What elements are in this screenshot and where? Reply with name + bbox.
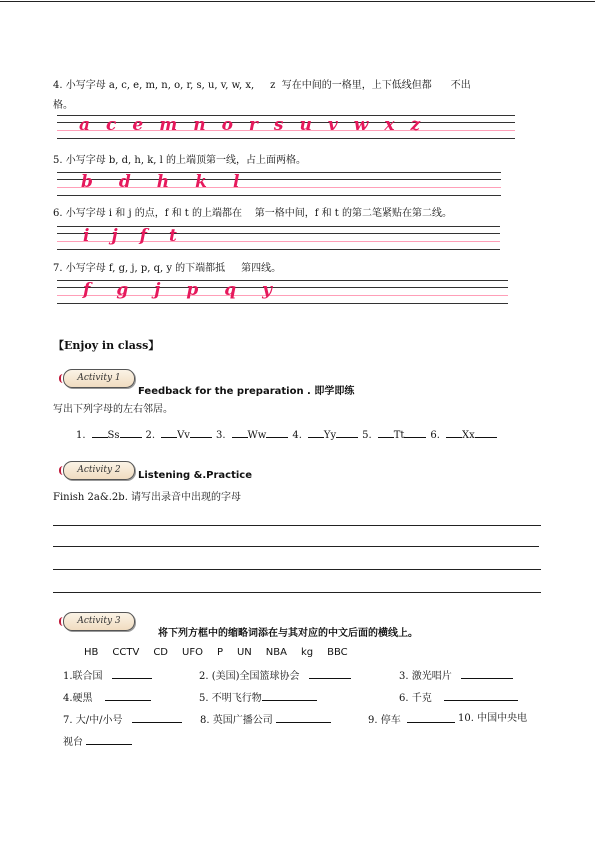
abbreviation: BBC <box>327 647 348 658</box>
activity-3-badge: Activity 3 <box>63 612 135 631</box>
rule-6-text-2: 第一格中间，f 和 t 的第二笔紧贴在第二线。 <box>254 208 452 219</box>
activity-3-item-3 <box>399 668 513 684</box>
activity-3-item-8 <box>200 712 331 728</box>
neighbor-item <box>362 430 430 441</box>
handwriting-staff-7 <box>57 280 508 304</box>
staff-line-4 <box>57 195 501 196</box>
handwritten-letter: p <box>186 280 199 300</box>
item-9-label: 9. 停车 <box>368 715 401 726</box>
handwriting-sample-5 <box>81 172 265 192</box>
staff-line-4 <box>57 303 508 304</box>
handwritten-letter: e <box>132 115 144 135</box>
item-number: 2. <box>145 430 156 441</box>
item-9-blank[interactable] <box>407 712 455 723</box>
item-7-blank[interactable] <box>132 712 182 723</box>
item-number: 3. <box>215 430 226 441</box>
right-neighbor-blank[interactable] <box>266 427 288 438</box>
answer-line-3[interactable] <box>53 569 541 570</box>
right-neighbor-blank[interactable] <box>120 427 142 438</box>
handwritten-letter: v <box>327 115 338 135</box>
handwritten-letter: j <box>154 280 161 300</box>
handwriting-staff-5 <box>57 172 501 196</box>
staff-line-4 <box>57 138 515 139</box>
rule-5: 5. 小写字母 b, d, h, k, l 的上端顶第一线，占上面两格。 <box>53 155 307 166</box>
rule-6-text: 6. 小写字母 i 和 j 的点，f 和 t 的上端都在 <box>53 208 242 219</box>
handwritten-letter: i <box>83 226 90 246</box>
rule-6 <box>53 207 452 221</box>
item-1-label: 1.联合国 <box>63 671 103 682</box>
handwritten-letter: x <box>384 115 395 135</box>
item-2-blank[interactable] <box>309 668 351 679</box>
handwriting-sample-7 <box>83 280 298 300</box>
given-letter: Yy <box>323 430 337 441</box>
activity-3-item-5 <box>199 690 317 706</box>
handwritten-letter: f <box>83 280 91 300</box>
rule-4-letter: z <box>270 80 276 91</box>
neighbor-item <box>292 430 362 441</box>
left-neighbor-blank[interactable] <box>232 427 248 438</box>
activity-2-title: Listening &.Practice <box>138 470 252 481</box>
activity-3-item-10 <box>458 712 527 726</box>
handwritten-letter: f <box>139 226 147 246</box>
handwritten-letter: s <box>273 115 284 135</box>
page-top-border <box>0 1 595 2</box>
abbreviation: UFO <box>182 647 203 658</box>
activity-3-item-4 <box>63 690 151 706</box>
handwritten-letter: n <box>193 115 206 135</box>
item-4-blank[interactable] <box>105 690 151 701</box>
rule-7-text: 7. 小写字母 f, g, j, p, q, y 的下端都抵 <box>53 263 226 274</box>
handwritten-letter: z <box>410 115 421 135</box>
abbreviation: CCTV <box>112 647 140 658</box>
activity-1-items <box>76 427 501 443</box>
activity-1-title: Feedback for the preparation . 即学即练 <box>138 386 355 397</box>
activity-3-item-10-cont <box>63 734 132 750</box>
left-neighbor-blank[interactable] <box>92 427 108 438</box>
item-10-label-2: 视台 <box>63 737 83 748</box>
item-6-blank[interactable] <box>444 690 518 701</box>
item-number: 4. <box>292 430 302 441</box>
handwritten-letter: u <box>299 115 312 135</box>
item-10-blank[interactable] <box>86 734 132 745</box>
handwriting-sample-6 <box>83 226 199 246</box>
handwritten-letter: h <box>156 172 170 192</box>
handwritten-letter: k <box>195 172 207 192</box>
abbreviation: HB <box>84 647 99 658</box>
handwritten-letter: l <box>232 172 240 192</box>
rule-4-line2: 格。 <box>53 100 73 111</box>
left-neighbor-blank[interactable] <box>161 427 177 438</box>
abbreviation: P <box>216 647 223 658</box>
given-letter: Xx <box>461 430 475 441</box>
given-letter: Ss <box>107 430 120 441</box>
activity-3-item-9 <box>368 712 455 728</box>
item-3-blank[interactable] <box>461 668 513 679</box>
answer-line-2[interactable] <box>53 546 539 547</box>
handwritten-letter: j <box>111 226 118 246</box>
right-neighbor-blank[interactable] <box>404 427 426 438</box>
item-number: 6. <box>430 430 440 441</box>
staff-line-4 <box>57 249 500 250</box>
handwritten-letter: b <box>81 172 93 192</box>
activity-1-badge: Activity 1 <box>63 369 135 388</box>
handwritten-letter: o <box>221 115 233 135</box>
activity-2-instruction: Finish 2a&.2b. 请写出录音中出现的字母 <box>53 492 242 503</box>
abbreviation: NBA <box>265 647 287 658</box>
left-neighbor-blank[interactable] <box>446 427 462 438</box>
neighbor-item <box>216 430 292 441</box>
item-8-label: 8. 英国广播公司 <box>200 715 273 726</box>
item-number: 1. <box>76 430 86 441</box>
activity-3-item-7 <box>63 712 182 728</box>
activity-3-item-6 <box>399 690 518 706</box>
item-3-label: 3. 激光唱片 <box>399 671 452 682</box>
rule-4-tail: 不出 <box>450 80 471 91</box>
neighbor-item <box>430 430 500 441</box>
handwritten-letter: g <box>116 280 129 300</box>
handwriting-staff-6 <box>57 226 500 250</box>
rule-4-line1 <box>53 79 471 93</box>
right-neighbor-blank[interactable] <box>475 427 497 438</box>
given-letter: Vv <box>177 430 190 441</box>
item-1-blank[interactable] <box>112 668 152 679</box>
handwritten-letter: y <box>262 280 273 300</box>
activity-3-item-1 <box>63 668 152 684</box>
handwritten-letter: t <box>168 226 177 246</box>
handwritten-letter: c <box>106 115 117 135</box>
activity-1-instruction: 写出下列字母的左右邻居。 <box>53 404 173 415</box>
abbreviation-box <box>84 646 362 660</box>
left-neighbor-blank[interactable] <box>378 427 394 438</box>
section-heading: 【Enjoy in class】 <box>53 339 160 352</box>
item-5-blank[interactable] <box>262 690 317 701</box>
rule-7-text-2: 第四线。 <box>241 263 282 274</box>
item-6-label: 6. 千克 <box>399 693 432 704</box>
handwriting-sample-4 <box>79 115 436 135</box>
item-2-label: 2. (美国)全国篮球协会 <box>199 671 300 682</box>
handwritten-letter: d <box>118 172 131 192</box>
right-neighbor-blank[interactable] <box>336 427 358 438</box>
handwritten-letter: a <box>79 115 91 135</box>
answer-line-4[interactable] <box>53 592 541 593</box>
given-letter: Tt <box>393 430 405 441</box>
handwriting-staff-4 <box>57 115 515 139</box>
abbreviation: UN <box>236 647 252 658</box>
given-letter: Ww <box>247 430 267 441</box>
answer-line-1[interactable] <box>53 525 541 526</box>
handwritten-letter: w <box>353 115 369 135</box>
item-8-blank[interactable] <box>276 712 331 723</box>
item-number: 5. <box>362 430 372 441</box>
rule-4-text: 4. 小写字母 a, c, e, m, n, o, r, s, u, v, w, x, <box>53 80 255 91</box>
activity-3-title: 将下列方框中的缩略词添在与其对应的中文后面的横线上。 <box>158 628 418 639</box>
handwritten-letter: m <box>159 115 178 135</box>
rule-4-text-2: 写在中间的一格里，上下低线但都 <box>281 80 432 91</box>
left-neighbor-blank[interactable] <box>308 427 324 438</box>
abbreviation: kg <box>300 647 314 658</box>
neighbor-item <box>76 430 146 441</box>
activity-3-item-2 <box>199 668 351 684</box>
rule-7 <box>53 262 281 276</box>
item-7-label: 7. 大/中/小号 <box>63 715 123 726</box>
handwritten-letter: q <box>224 280 237 300</box>
item-10-label: 10. 中国中央电 <box>458 713 528 724</box>
right-neighbor-blank[interactable] <box>190 427 212 438</box>
item-5-label: 5. 不明飞行物 <box>199 693 262 704</box>
item-4-label: 4.硬黑 <box>63 693 93 704</box>
abbreviation: CD <box>153 647 168 658</box>
handwritten-letter: r <box>248 115 258 135</box>
activity-2-badge: Activity 2 <box>63 461 135 480</box>
neighbor-item <box>146 430 216 441</box>
